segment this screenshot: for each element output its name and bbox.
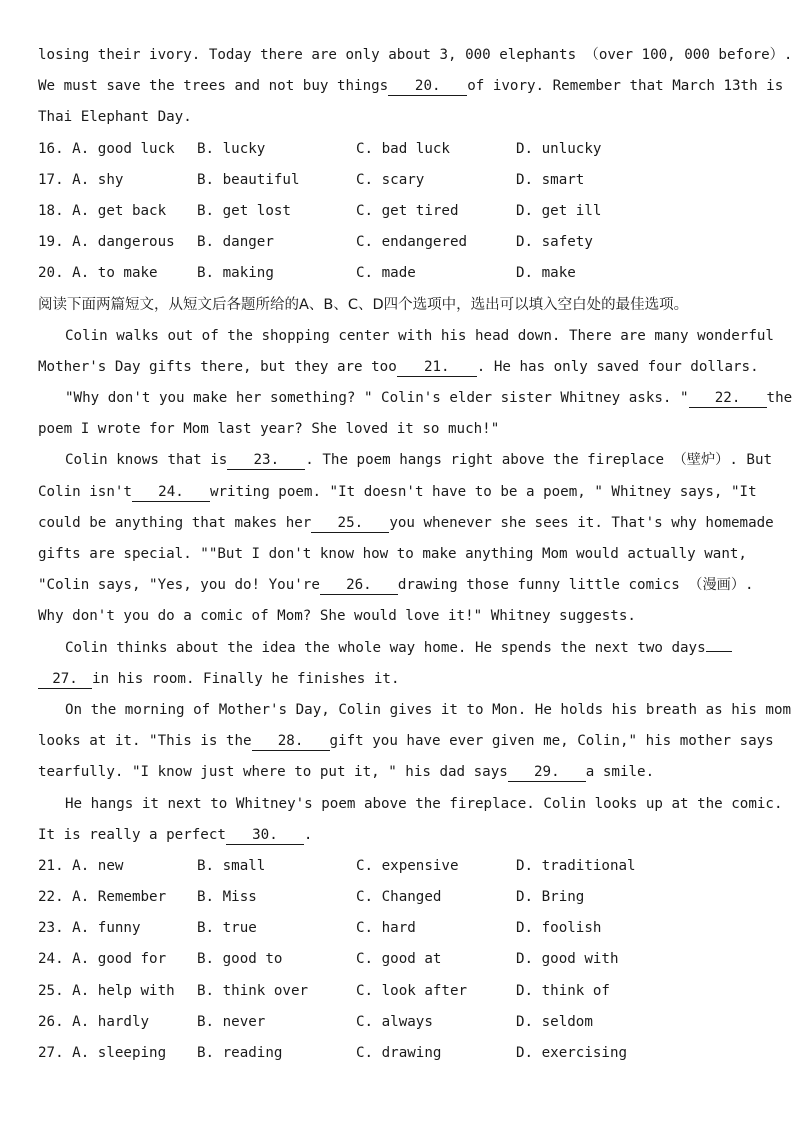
blank-28: 28. bbox=[252, 733, 330, 751]
blank-20: 20. bbox=[388, 78, 467, 96]
option-row-23: 23. A. funny B. true C. hard D. foolish bbox=[38, 920, 602, 937]
passage2-p3-line-6: Why don't you do a comic of Mom? She would love it!" Whitney suggests. bbox=[38, 608, 636, 625]
option-row-26: 26. A. hardly B. never C. always D. seldom bbox=[38, 1013, 593, 1030]
passage2-p3-line-3: could be anything that makes her 25. you whenever she sees it. That's why homemade bbox=[38, 514, 774, 531]
passage2-p5-line-2: looks at it. "This is the 28. gift you have ever given me, Colin," his mother says bbox=[38, 733, 774, 750]
document-content bbox=[38, 40, 793, 1069]
option-row-24: 24. A. good for B. good to C. good at D. good with bbox=[38, 951, 619, 968]
blank-26: 26. bbox=[320, 577, 398, 595]
passage2-p1-line-1: Colin walks out of the shopping center with his head down. There are many wonderful bbox=[65, 327, 774, 344]
passage1-line-3: Thai Elephant Day. bbox=[38, 109, 192, 126]
option-row-21: 21. A. new B. small C. expensive D. traditional bbox=[38, 857, 636, 874]
option-row-20: 20. A. to make B. making C. made D. make bbox=[38, 265, 576, 282]
blank-27: 27. bbox=[38, 671, 92, 689]
blank-27-start bbox=[706, 651, 732, 652]
passage2-p1-line-2: Mother's Day gifts there, but they are too 21. . He has only saved four dollars. bbox=[38, 358, 759, 375]
blank-29: 29. bbox=[508, 764, 586, 782]
blank-25: 25. bbox=[311, 515, 389, 533]
passage2-p5-line-3: tearfully. "I know just where to put it, " his dad says 29. a smile. bbox=[38, 764, 655, 781]
passage2-p3-line-4: gifts are special. ""But I don't know how to make anything Mom would actually want, bbox=[38, 546, 747, 562]
passage2-p4-line-1: Colin thinks about the idea the whole way home. He spends the next two days bbox=[38, 633, 760, 664]
blank-30: 30. bbox=[226, 827, 304, 845]
blank-22: 22. bbox=[689, 390, 767, 408]
blank-23: 23. bbox=[227, 452, 305, 470]
option-row-19: 19. A. dangerous B. danger C. endangered D. safety bbox=[38, 234, 593, 251]
passage2-p3-line-1: Colin knows that is 23. . The poem hangs right above the fireplace （壁炉）. But bbox=[65, 452, 773, 469]
passage2-p5-line-1: On the morning of Mother's Day, Colin gives it to Mon. He holds his breath as his mom bbox=[65, 701, 792, 718]
passage2-p6-line-2: It is really a perfect 30. . bbox=[38, 826, 313, 843]
section-instruction: 阅读下面两篇短文，从短文后各题所给的A、B、C、D四个选项中，选出可以填入空白处的最佳选项。 bbox=[38, 296, 689, 313]
option-row-17: 17. A. shy B. beautiful C. scary D. smart bbox=[38, 171, 585, 188]
passage2-p3-line-2: Colin isn't 24. writing poem. "It doesn't have to be a poem, " Whitney says, "It bbox=[38, 483, 757, 500]
passage2-p3-line-5: "Colin says, "Yes, you do! You're 26. drawing those funny little comics （漫画）. bbox=[38, 577, 754, 594]
passage1-line-2: We must save the trees and not buy things 20. of ivory. Remember that March 13th is bbox=[38, 78, 784, 95]
blank-24: 24. bbox=[132, 484, 210, 502]
passage2-p4-line-2: 27. in his room. Finally he finishes it. bbox=[38, 664, 760, 695]
passage1-line-1: losing their ivory. Today there are only about 3, 000 elephants （over 100, 000 before）. bbox=[38, 47, 793, 63]
passage2-p2-line-1: "Why don't you make her something? " Colin's elder sister Whitney asks. " 22. the bbox=[65, 390, 793, 407]
option-row-16: 16. A. good luck B. lucky C. bad luck D. unlucky bbox=[38, 140, 602, 157]
option-row-27: 27. A. sleeping B. reading C. drawing D. exercising bbox=[38, 1045, 628, 1061]
option-row-18: 18. A. get back B. get lost C. get tired D. get ill bbox=[38, 202, 602, 219]
blank-21: 21. bbox=[397, 359, 477, 377]
option-row-22: 22. A. Remember B. Miss C. Changed D. Bring bbox=[38, 889, 585, 906]
passage2-p2-line-2: poem I wrote for Mom last year? She loved it so much!" bbox=[38, 421, 500, 438]
option-row-25: 25. A. help with B. think over C. look after D. think of bbox=[38, 982, 610, 999]
passage2-p6-line-1: He hangs it next to Whitney's poem above the fireplace. Colin looks up at the comic. bbox=[65, 795, 783, 812]
